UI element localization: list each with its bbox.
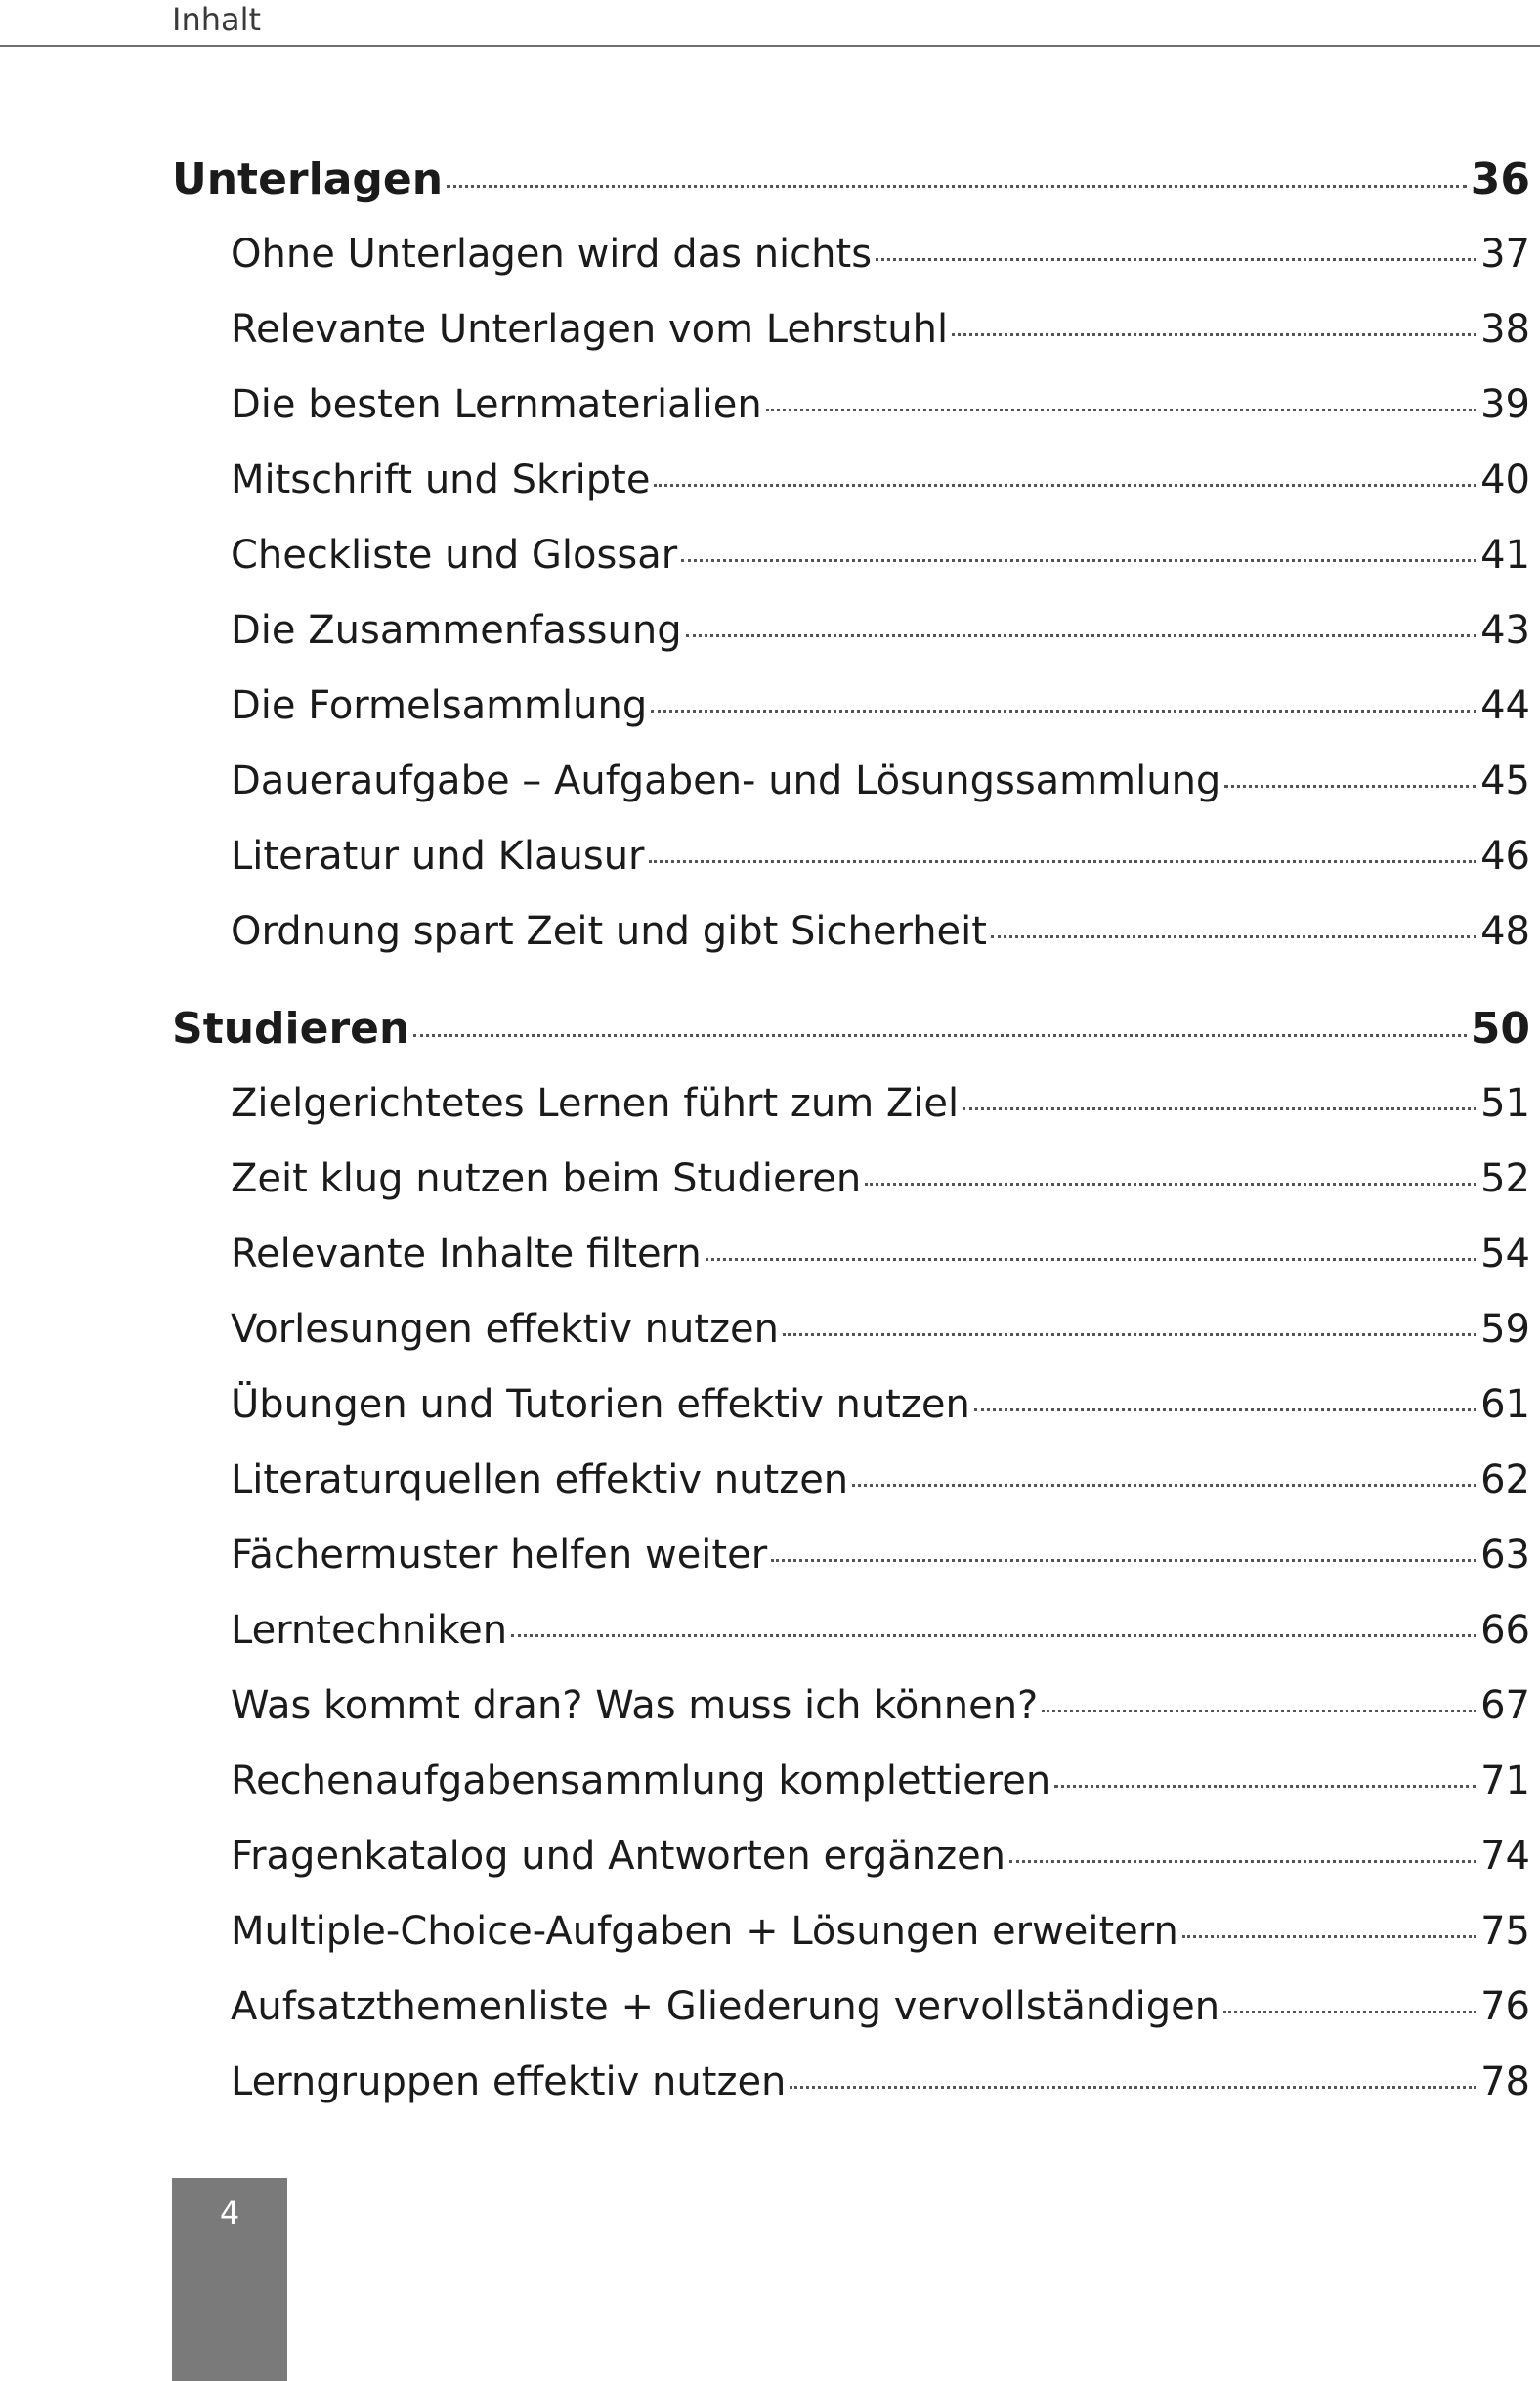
toc-entry[interactable] xyxy=(172,1979,1530,2034)
toc-entry[interactable] xyxy=(172,904,1530,959)
toc-page-number: 67 xyxy=(1480,1683,1530,1728)
toc-page-number: 45 xyxy=(1480,758,1530,803)
toc-dot-leader xyxy=(865,1183,1476,1186)
toc-page-number: 61 xyxy=(1480,1382,1530,1427)
toc-page-number: 75 xyxy=(1480,1909,1530,1954)
toc-entry-title: Rechenaufgabensammlung komplettieren xyxy=(231,1758,1051,1803)
toc-page-number: 74 xyxy=(1480,1834,1530,1879)
toc-dot-leader xyxy=(447,185,1467,188)
toc-dot-leader xyxy=(649,860,1477,863)
toc-entry-title: Daueraufgabe – Aufgaben- und Lösungssammlung xyxy=(231,758,1221,803)
toc-dot-leader xyxy=(962,1107,1476,1110)
toc-page-number: 54 xyxy=(1480,1232,1530,1277)
toc-entry-title: Fragenkatalog und Antworten ergänzen xyxy=(231,1834,1006,1879)
toc-page-number: 44 xyxy=(1480,683,1530,728)
toc-entry[interactable] xyxy=(172,528,1530,583)
toc-page-number: 51 xyxy=(1480,1081,1530,1126)
toc-page-number: 71 xyxy=(1480,1758,1530,1803)
toc-entry[interactable] xyxy=(172,1904,1530,1959)
header-rule xyxy=(0,45,1540,47)
toc-dot-leader xyxy=(654,484,1476,487)
toc-entry-title: Literaturquellen effektiv nutzen xyxy=(231,1457,849,1502)
toc-entry[interactable] xyxy=(172,1227,1530,1281)
toc-chapter-studieren[interactable] xyxy=(172,1000,1530,1059)
toc-page-number: 78 xyxy=(1480,2059,1530,2104)
toc-entry[interactable] xyxy=(172,1829,1530,1883)
toc-dot-leader xyxy=(1223,2011,1476,2013)
toc-page-number: 43 xyxy=(1480,608,1530,653)
toc-entry[interactable] xyxy=(172,2055,1530,2109)
toc-entry[interactable] xyxy=(172,1377,1530,1432)
toc-entry-title: Ohne Unterlagen wird das nichts xyxy=(231,232,873,277)
toc-chapter-title: Studieren xyxy=(172,1004,410,1054)
toc-page-number: 50 xyxy=(1470,1004,1530,1054)
toc-dot-leader xyxy=(1042,1710,1476,1712)
toc-dot-leader xyxy=(413,1034,1466,1037)
toc-entry[interactable] xyxy=(172,603,1530,658)
toc-page-number: 66 xyxy=(1480,1608,1530,1653)
toc-entry-title: Vorlesungen effektiv nutzen xyxy=(231,1307,779,1352)
toc-page-number: 63 xyxy=(1480,1533,1530,1578)
toc-page-number: 36 xyxy=(1470,154,1530,204)
toc-page-number: 39 xyxy=(1480,382,1530,427)
toc-entry[interactable] xyxy=(172,1528,1530,1582)
toc-entry-title: Relevante Unterlagen vom Lehrstuhl xyxy=(231,307,949,352)
toc-dot-leader xyxy=(991,935,1476,938)
toc-dot-leader xyxy=(1054,1785,1476,1788)
toc-entry[interactable] xyxy=(172,1603,1530,1658)
toc-entry[interactable] xyxy=(172,1076,1530,1131)
toc-entry-title: Lerngruppen effektiv nutzen xyxy=(231,2059,787,2104)
toc-entry-title: Die besten Lernmaterialien xyxy=(231,382,762,427)
toc-entry-title: Checkliste und Glossar xyxy=(231,533,678,578)
toc-page-number: 37 xyxy=(1480,232,1530,277)
toc-entry[interactable] xyxy=(172,302,1530,357)
toc-dot-leader xyxy=(1009,1860,1476,1863)
toc-page-number: 40 xyxy=(1480,457,1530,502)
toc-entry[interactable] xyxy=(172,227,1530,281)
toc-page-number: 59 xyxy=(1480,1307,1530,1352)
toc-dot-leader xyxy=(651,710,1476,713)
toc-entry[interactable] xyxy=(172,754,1530,808)
toc-entry-title: Mitschrift und Skripte xyxy=(231,457,651,502)
toc-entry[interactable] xyxy=(172,1302,1530,1357)
toc-entry-title: Relevante Inhalte filtern xyxy=(231,1232,702,1277)
toc-entry-title: Die Formelsammlung xyxy=(231,683,648,728)
toc-entry-title: Lerntechniken xyxy=(231,1608,508,1653)
toc-entry-title: Zeit klug nutzen beim Studieren xyxy=(231,1156,862,1201)
toc-entry-title: Fächermuster helfen weiter xyxy=(231,1533,768,1578)
toc-entry[interactable] xyxy=(172,1678,1530,1733)
toc-page-number: 52 xyxy=(1480,1156,1530,1201)
toc-dot-leader xyxy=(686,634,1476,637)
toc-chapter-unterlagen[interactable] xyxy=(172,151,1530,209)
toc-entry[interactable] xyxy=(172,453,1530,507)
toc-dot-leader xyxy=(706,1258,1476,1261)
toc-entry-title: Zielgerichtetes Lernen führt zum Ziel xyxy=(231,1081,960,1126)
toc-entry[interactable] xyxy=(172,1753,1530,1808)
toc-page-number: 48 xyxy=(1480,909,1530,954)
toc-entry-title: Ordnung spart Zeit und gibt Sicherheit xyxy=(231,909,987,954)
toc-page-number: 38 xyxy=(1480,307,1530,352)
toc-dot-leader xyxy=(766,409,1476,411)
toc-entry[interactable] xyxy=(172,377,1530,432)
toc-entry[interactable] xyxy=(172,829,1530,884)
toc-dot-leader xyxy=(974,1408,1476,1411)
toc-dot-leader xyxy=(511,1634,1476,1637)
toc-dot-leader xyxy=(1224,785,1476,788)
toc-page-number: 46 xyxy=(1480,834,1530,879)
toc-dot-leader xyxy=(790,2086,1476,2089)
toc-dot-leader xyxy=(952,333,1476,336)
toc-entry[interactable] xyxy=(172,1452,1530,1507)
toc-entry-title: Was kommt dran? Was muss ich können? xyxy=(231,1683,1039,1728)
toc-entry-title: Multiple-Choice-Aufgaben + Lösungen erweitern xyxy=(231,1909,1178,1954)
toc-entry-title: Die Zusammenfassung xyxy=(231,608,682,653)
toc-dot-leader xyxy=(783,1333,1476,1336)
page-number: 4 xyxy=(219,2194,240,2231)
toc-chapter-title: Unterlagen xyxy=(172,154,444,204)
toc-dot-leader xyxy=(876,258,1476,261)
toc-dot-leader xyxy=(771,1559,1476,1562)
toc-page-number: 62 xyxy=(1480,1457,1530,1502)
toc-entry-title: Aufsatzthemenliste + Gliederung vervollständigen xyxy=(231,1984,1220,2029)
toc-entry[interactable] xyxy=(172,678,1530,733)
toc-page-number: 76 xyxy=(1480,1984,1530,2029)
toc-entry[interactable] xyxy=(172,1151,1530,1206)
page-number-tab xyxy=(172,2178,287,2381)
toc-entry-title: Literatur und Klausur xyxy=(231,834,645,879)
toc-dot-leader xyxy=(1182,1935,1476,1938)
toc-dot-leader xyxy=(852,1484,1476,1487)
toc-entry-title: Übungen und Tutorien effektiv nutzen xyxy=(231,1382,970,1427)
toc-dot-leader xyxy=(681,559,1476,562)
running-header: Inhalt xyxy=(172,1,262,38)
toc-page-number: 41 xyxy=(1480,533,1530,578)
